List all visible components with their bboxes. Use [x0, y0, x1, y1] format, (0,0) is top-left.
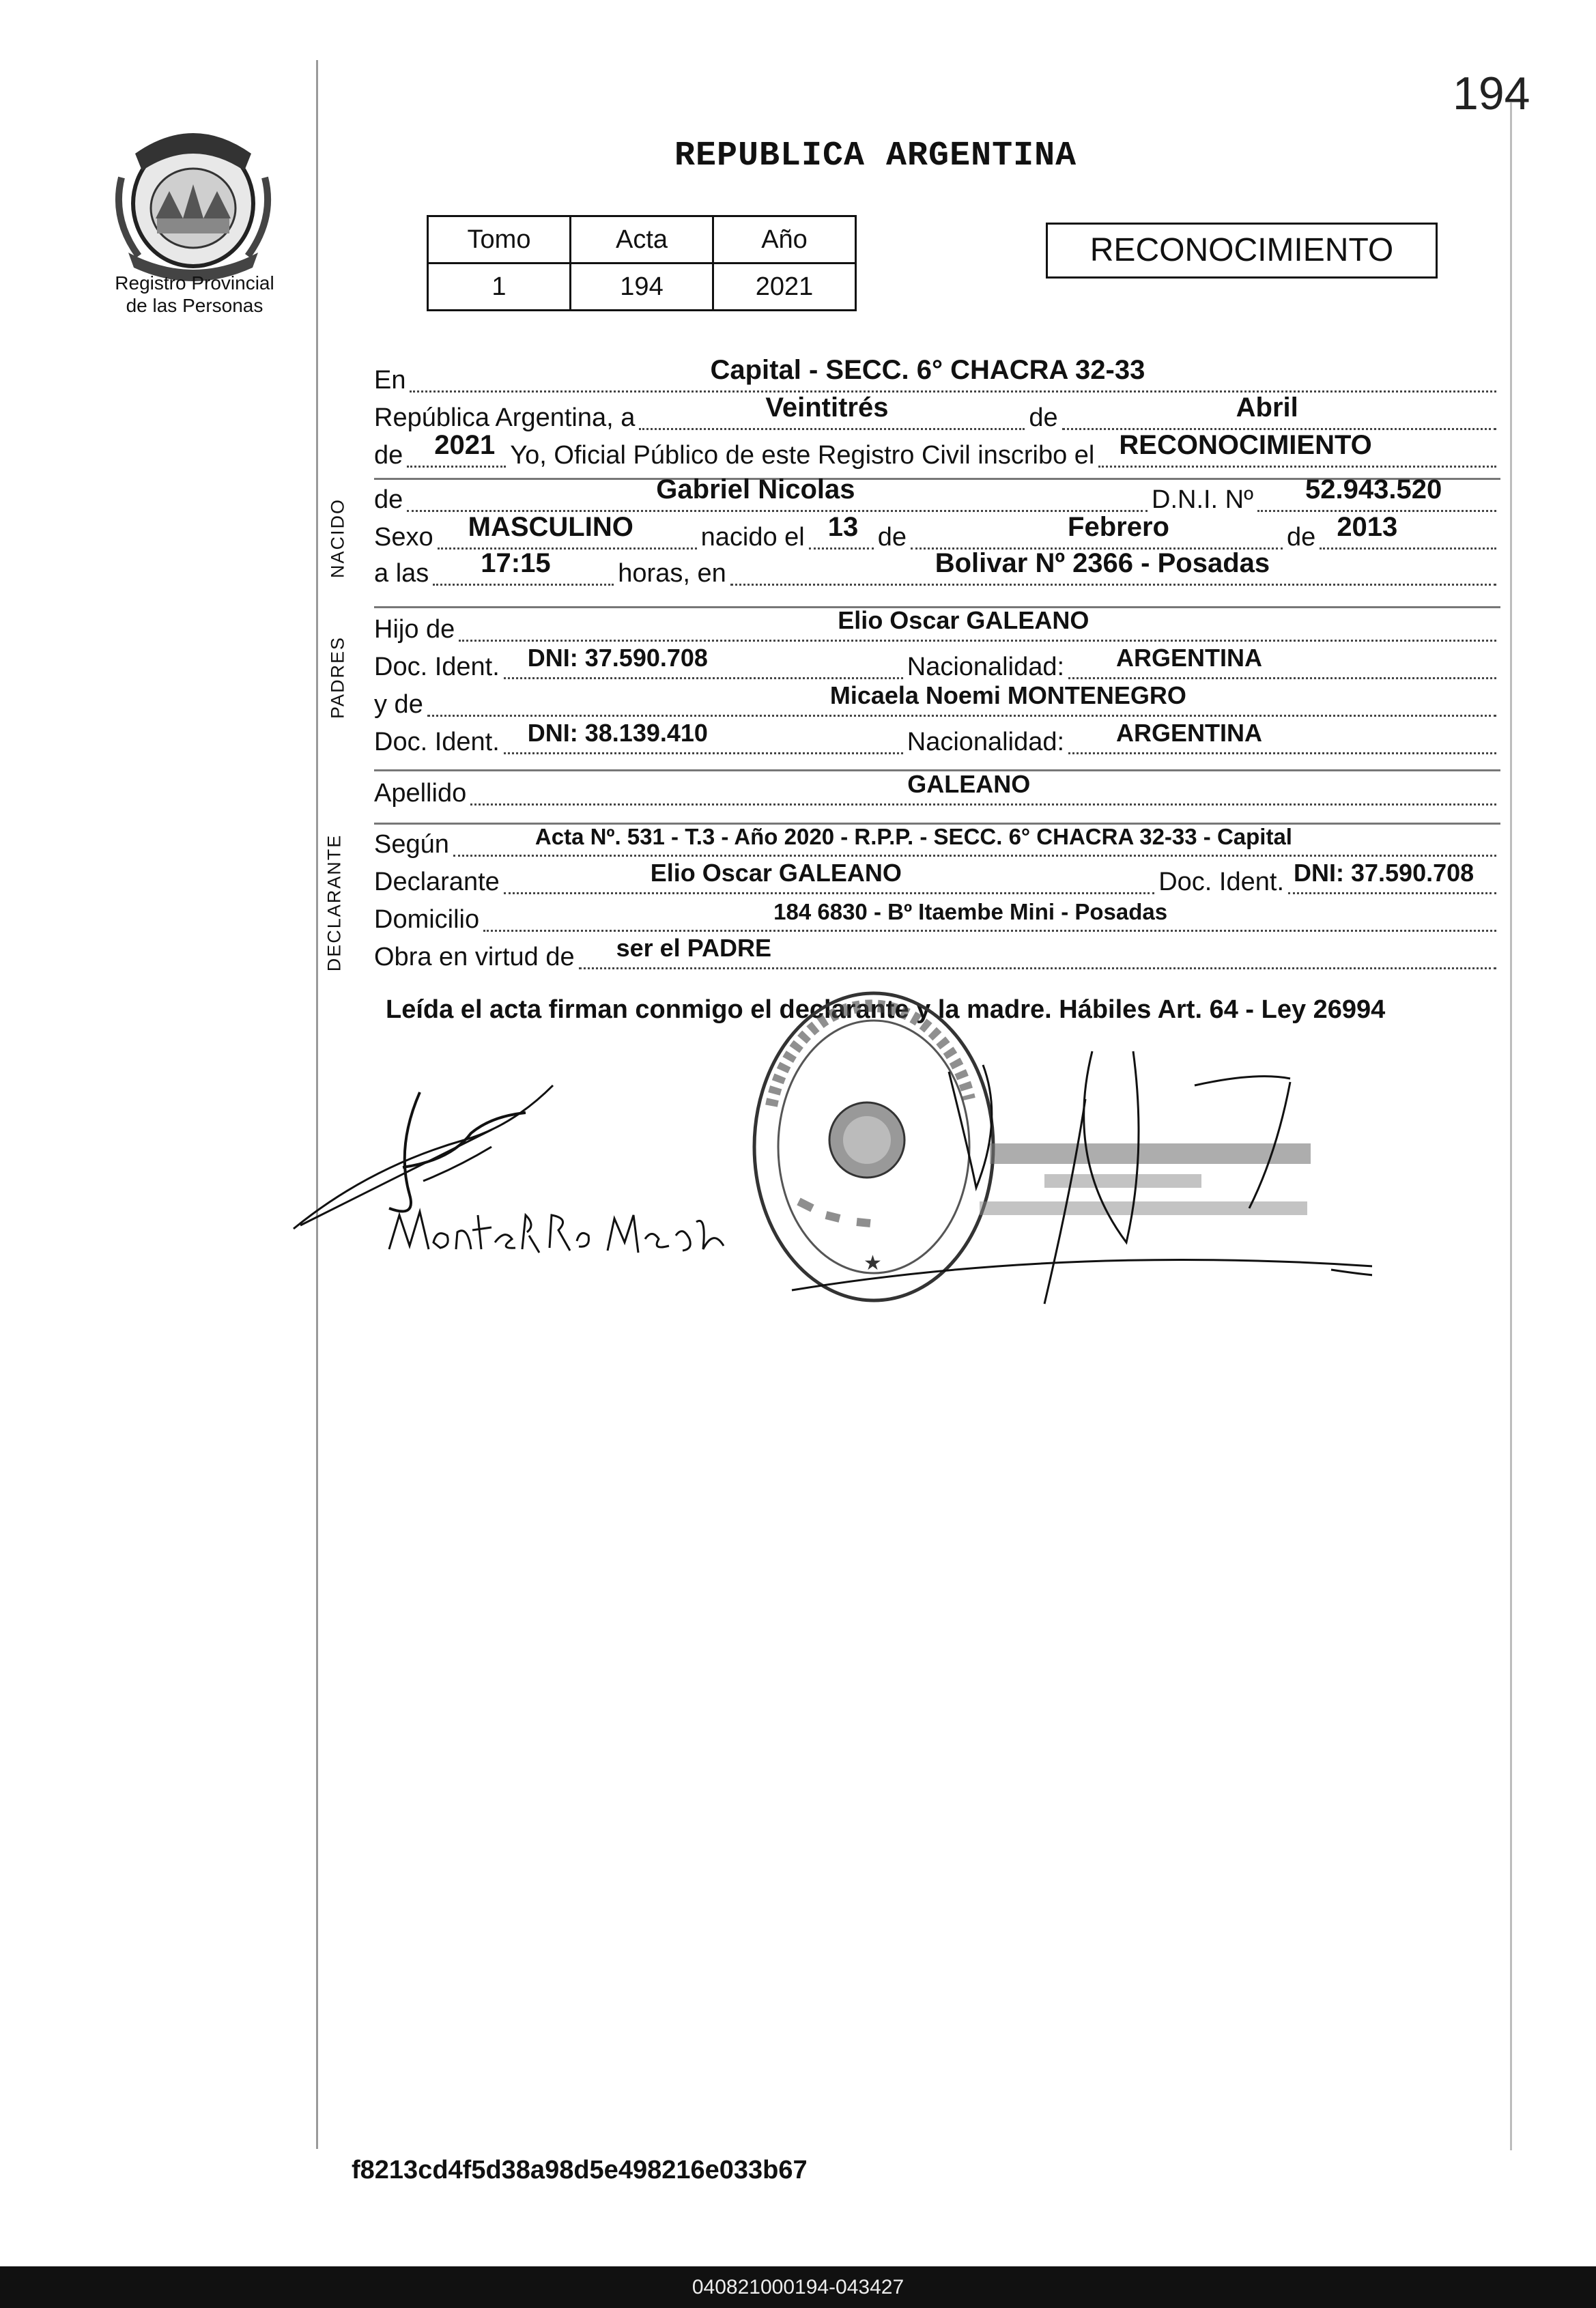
a-las-label: a las	[374, 559, 429, 588]
oficial-text: Yo, Oficial Público de este Registro Civil inscribo el	[510, 441, 1095, 470]
registry-caption-line1: Registro Provincial	[115, 272, 274, 294]
declarante-doc: DNI: 37.590.708	[1294, 859, 1474, 887]
header-acta: Acta	[571, 216, 713, 263]
row-oficial	[374, 430, 1500, 470]
father-doc-label: Doc. Ident.	[374, 653, 500, 681]
row-obra	[374, 934, 1500, 972]
en-value: Capital - SECC. 6° CHACRA 32-33	[710, 355, 1145, 385]
row-en	[374, 355, 1500, 395]
value-acta: 194	[571, 263, 713, 311]
row-domicilio	[374, 899, 1500, 935]
apellido-value: GALEANO	[907, 770, 1031, 798]
right-margin-line	[1510, 102, 1512, 2150]
inscribo-value: RECONOCIMIENTO	[1119, 430, 1372, 460]
svg-text:★: ★	[864, 1252, 882, 1274]
record-table	[427, 215, 857, 311]
year-value: 2021	[434, 430, 496, 460]
nacido-el-label: nacido el	[700, 523, 805, 552]
place-value: Bolivar Nº 2366 - Posadas	[935, 548, 1270, 578]
row-apellido	[374, 770, 1500, 808]
declarante-doc-label: Doc. Ident.	[1158, 868, 1284, 896]
obra-value: ser el PADRE	[616, 934, 772, 962]
row-mother-doc	[374, 719, 1500, 757]
birth-month: Febrero	[1068, 512, 1169, 542]
republica-label: República Argentina, a	[374, 403, 636, 432]
en-label: En	[374, 366, 406, 395]
official-stamp	[744, 983, 1372, 1311]
section-label-nacido: NACIDO	[327, 498, 348, 579]
row-father-doc	[374, 644, 1500, 682]
declarante-value: Elio Oscar GALEANO	[650, 859, 902, 887]
hijo-de-label: Hijo de	[374, 615, 455, 644]
apellido-label: Apellido	[374, 779, 467, 808]
dni-label: D.N.I. Nº	[1152, 485, 1253, 514]
segun-label: Según	[374, 830, 449, 859]
birth-day: 13	[827, 512, 859, 542]
sexo-label: Sexo	[374, 523, 433, 552]
row-nacido-name	[374, 474, 1500, 515]
domicilio-label: Domicilio	[374, 905, 480, 934]
horas-en-label: horas, en	[618, 559, 726, 588]
registry-caption	[99, 272, 290, 317]
child-dni: 52.943.520	[1305, 474, 1442, 504]
day-value: Veintitrés	[765, 393, 889, 423]
declarante-label: Declarante	[374, 868, 500, 896]
mother-name: Micaela Noemi MONTENEGRO	[829, 681, 1186, 709]
mother-doc: DNI: 38.139.410	[527, 719, 708, 747]
hour-value: 17:15	[481, 548, 551, 578]
footer-code: 040821000194-043427	[692, 2276, 904, 2298]
de-label-byear: de	[1287, 523, 1316, 552]
de-label-year: de	[374, 441, 403, 470]
child-name: Gabriel Nicolas	[656, 474, 855, 504]
birth-year: 2013	[1337, 512, 1398, 542]
section-label-padres: PADRES	[327, 636, 348, 720]
de-label-month: de	[1029, 403, 1058, 432]
header-ano: Año	[713, 216, 856, 263]
month-value: Abril	[1236, 393, 1298, 423]
segun-value: Acta Nº. 531 - T.3 - Año 2020 - R.P.P. - SECC. 6° CHACRA 32-33 - Capital	[535, 824, 1292, 849]
closing-text: Leída el acta firman conmigo el declarante y la madre. Hábiles Art. 64 - Ley 26994	[386, 995, 1386, 1024]
father-nat: ARGENTINA	[1116, 644, 1263, 672]
de-label-bmonth: de	[877, 523, 907, 552]
header-tomo: Tomo	[428, 216, 571, 263]
father-name: Elio Oscar GALEANO	[838, 606, 1089, 634]
row-hijo-de	[374, 606, 1500, 644]
page-number: 194	[1453, 68, 1530, 119]
value-tomo: 1	[428, 263, 571, 311]
row-segun	[374, 824, 1500, 859]
father-doc: DNI: 37.590.708	[527, 644, 708, 672]
row-fecha	[374, 393, 1500, 433]
row-declarante	[374, 859, 1500, 897]
mother-nat-label: Nacionalidad:	[907, 728, 1065, 756]
obra-label: Obra en virtud de	[374, 943, 575, 971]
row-y-de	[374, 681, 1500, 720]
footer-code-bar	[0, 2266, 1596, 2308]
father-nat-label: Nacionalidad:	[907, 653, 1065, 681]
de-label-name: de	[374, 485, 403, 514]
section-label-declarante: DECLARANTE	[324, 834, 345, 972]
sexo-value: MASCULINO	[468, 512, 633, 542]
row-hora	[374, 548, 1500, 588]
provincia-misiones-seal	[108, 116, 279, 287]
mother-signature	[382, 1188, 737, 1270]
value-ano: 2021	[713, 263, 856, 311]
y-de-label: y de	[374, 690, 423, 719]
document-hash: f8213cd4f5d38a98d5e498216e033b67	[352, 2156, 808, 2184]
document-title: REPUBLICA ARGENTINA	[674, 137, 1077, 175]
registry-caption-line2: de las Personas	[126, 295, 263, 316]
record-type-box: RECONOCIMIENTO	[1046, 223, 1438, 279]
mother-nat: ARGENTINA	[1116, 719, 1263, 747]
domicilio-value: 184 6830 - Bº Itaembe Mini - Posadas	[773, 899, 1168, 924]
mother-doc-label: Doc. Ident.	[374, 728, 500, 756]
